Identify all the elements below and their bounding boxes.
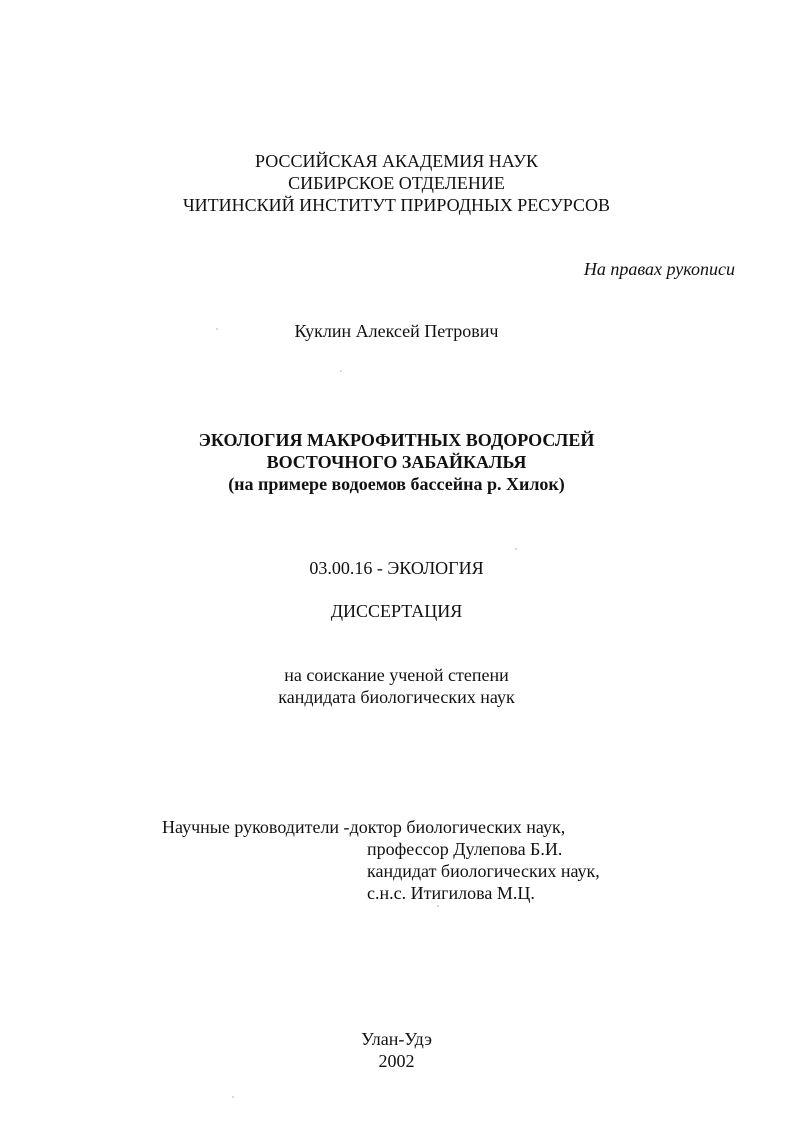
scan-speck bbox=[232, 1096, 234, 1098]
scan-speck bbox=[437, 905, 439, 907]
supervisors-label: Научные руководители - bbox=[162, 817, 350, 837]
supervisors-block bbox=[162, 816, 600, 904]
supervisor-row bbox=[162, 838, 600, 860]
title-line-1: ЭКОЛОГИЯ МАКРОФИТНЫХ ВОДОРОСЛЕЙ bbox=[198, 430, 595, 450]
manuscript-note: На правах рукописи bbox=[583, 259, 735, 279]
supervisor-line: доктор биологических наук, bbox=[349, 817, 566, 837]
author-name: Куклин Алексей Петрович bbox=[294, 321, 499, 341]
institution-line-1: РОССИЙСКАЯ АКАДЕМИЯ НАУК bbox=[255, 151, 538, 171]
scan-speck bbox=[515, 548, 517, 550]
supervisor-row bbox=[162, 882, 600, 904]
specialty-code: 03.00.16 - ЭКОЛОГИЯ bbox=[309, 558, 484, 578]
scan-speck bbox=[340, 370, 342, 372]
scan-speck bbox=[216, 328, 218, 330]
year: 2002 bbox=[378, 1051, 415, 1071]
institution-line-3: ЧИТИНСКИЙ ИНСТИТУТ ПРИРОДНЫХ РЕСУРСОВ bbox=[182, 195, 610, 215]
degree-line-2: кандидата биологических наук bbox=[278, 687, 515, 707]
degree-line-1: на соискание ученой степени bbox=[284, 665, 509, 685]
title-line-2: ВОСТОЧНОГО ЗАБАЙКАЛЬЯ bbox=[266, 452, 527, 472]
document-type: ДИССЕРТАЦИЯ bbox=[330, 601, 463, 621]
supervisor-line: кандидат биологических наук, bbox=[367, 861, 600, 881]
title-subtitle: (на примере водоемов бассейна р. Хилок) bbox=[228, 474, 565, 494]
supervisor-line: профессор Дулепова Б.И. bbox=[367, 839, 563, 859]
institution-line-2: СИБИРСКОЕ ОТДЕЛЕНИЕ bbox=[288, 173, 505, 193]
supervisor-row bbox=[162, 860, 600, 882]
city: Улан-Удэ bbox=[361, 1029, 432, 1049]
supervisor-line: с.н.с. Итигилова М.Ц. bbox=[367, 883, 535, 903]
supervisor-row bbox=[162, 816, 600, 838]
